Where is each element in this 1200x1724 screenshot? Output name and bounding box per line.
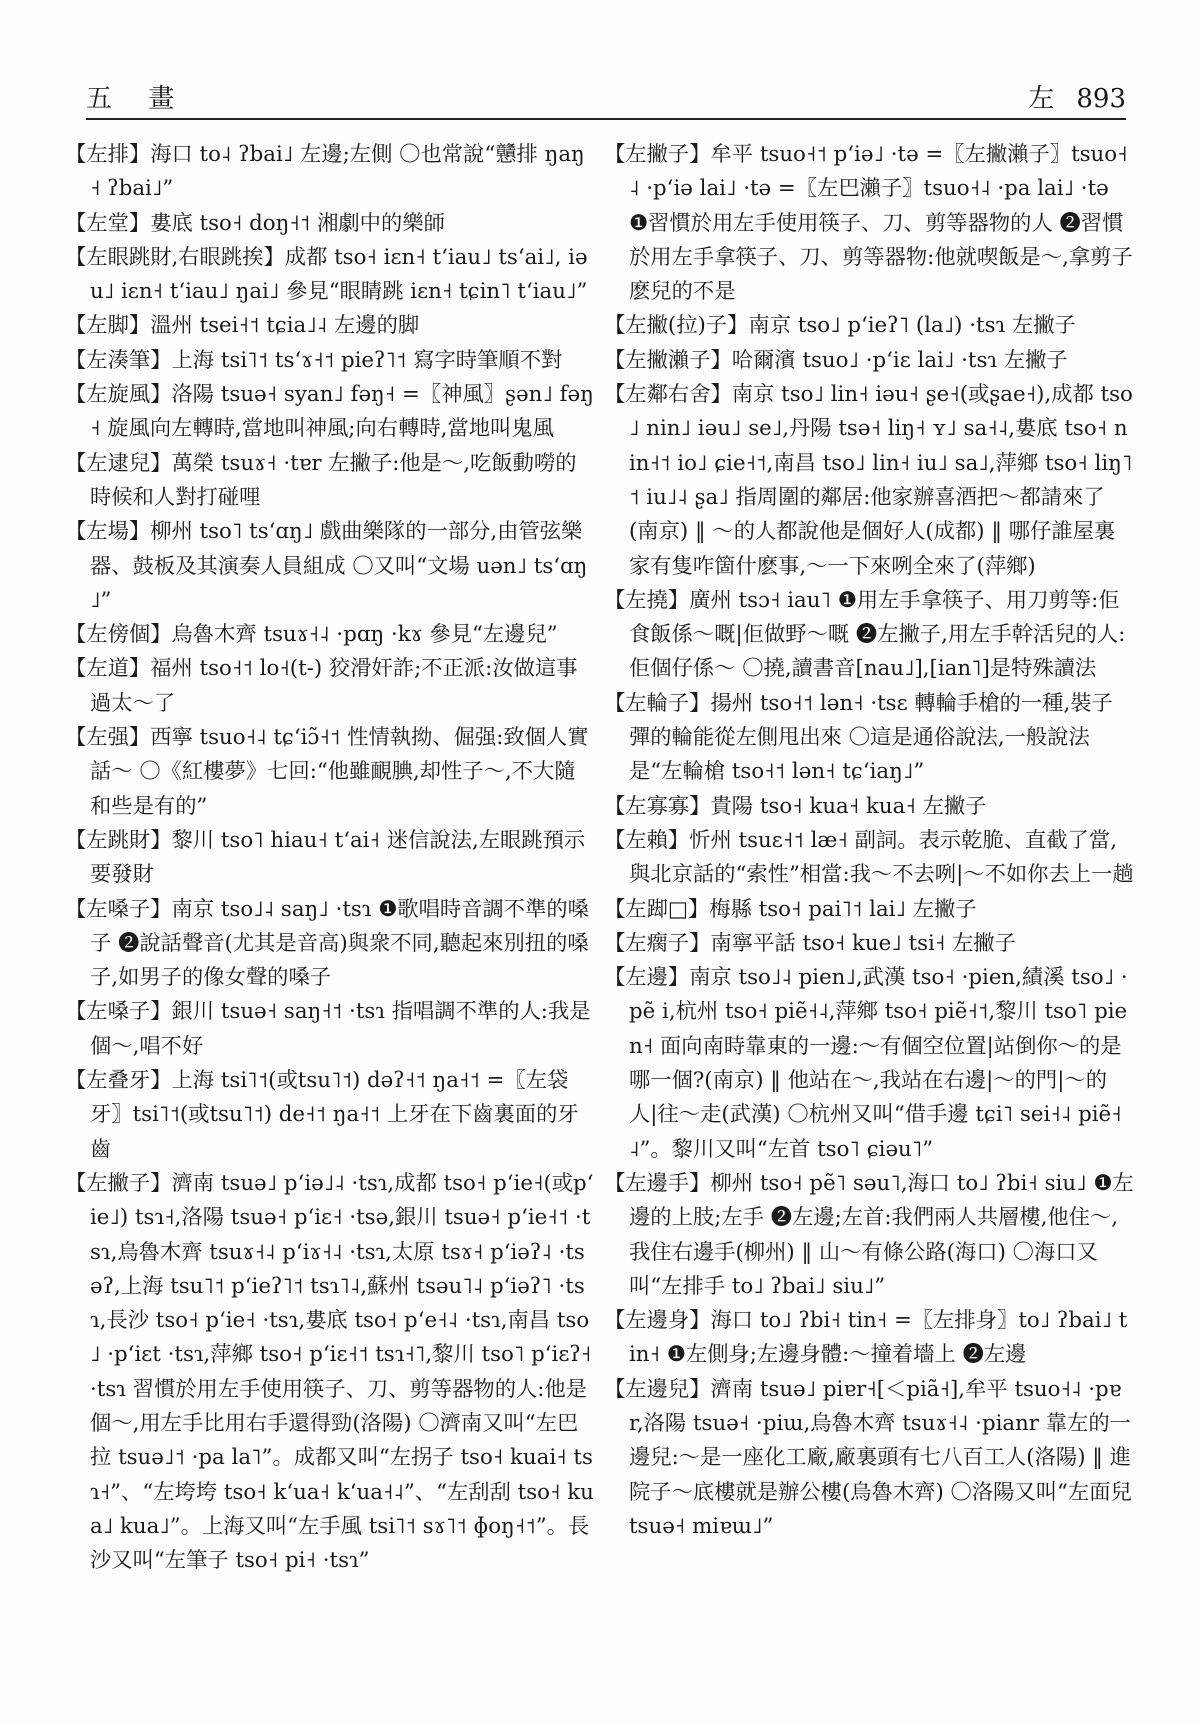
dictionary-entry: 【左鄰右舍】南京 tso˩ lin˧ iəu˧ ʂe˧(或ʂae˧),成都 tso˩ nin˩ iəu˩ se˩,丹陽 tsə˧ liŋ˧ ʏ˩ sa˧˨,婁底 tso˧ nin˧˦ io˩ ɕie˧˦,南昌 tso˩ lin˧ iu˩ sa˩,萍鄉 tso˧ liŋ˥˦ iu˩˨ ʂa˩ 指周圍的鄰居:他家辦喜酒把～都請來了(南京) ‖ ～的人都說他是個好人(成都) ‖ 哪仔誰屋裏家有隻咋箇什麽事,～一下來咧全來了(萍鄉) [604,382,1133,579]
page-header-right [1028,78,1126,115]
dictionary-entry: 【左寡寡】貴陽 tso˧ kua˧ kua˧ 左撇子 [604,793,987,819]
dictionary-entry: 【左瘸子】南寧平話 tso˧ kue˩ tsi˧ 左撇子 [604,930,1016,956]
header-rule [86,118,1126,120]
dictionary-entry: 【左跳財】黎川 tso˥ hiau˧ tʻai˧ 迷信說法,左眼跳預示要發財 [65,827,586,888]
dictionary-entry: 【左逮兒】萬榮 tsuɤ˧ ·tɐr 左撇子:他是～,吃飯動嘮的時候和人對打碰哩 [65,450,577,510]
dictionary-entry: 【左踋□】梅縣 tso˧ pai˥˦ lai˩ 左撇子 [604,896,977,922]
page-number: 893 [1076,84,1126,114]
dictionary-entry: 【左强】西寧 tsuo˧˨ tɕʻiɔ̃˧˦ 性情執拗、倔强:致個人實話～ 〇《紅樓夢》七回:“他雖靦腆,却性子～,不大隨和些是有的” [65,725,589,819]
dictionary-entry: 【左傍個】烏魯木齊 tsuɤ˧˨ ·pɑŋ ·kɤ 參見“左邊兒” [65,622,558,648]
dictionary-entry: 【左撇(拉)子】南京 tso˩ pʻieʔ˥ (la˩) ·tsɿ 左撇子 [604,313,1076,339]
dictionary-entry: 【左道】福州 tso˧˦ lo˧(t-) 狡滑奸詐;不正派:汝做這事過太～了 [65,656,578,716]
dictionary-entry: 【左邊兒】濟南 tsuə˩ piɐr˧[＜piã˧],牟平 tsuo˧˨ ·pɐr,洛陽 tsuə˧ ·piɯ,烏魯木齊 tsuɤ˧˨ ·pianr 靠左的一邊兒:～是一座化工廠,廠裏頭有七八百工人(洛陽) ‖ 進院子～底樓就是辦公樓(烏魯木齊) 〇洛陽又叫“左面兒 tsuə˧ miɐɯ˩” [604,1376,1132,1539]
dictionary-entry: 【左撇瀨子】哈爾濱 tsuo˩ ·pʻiɛ lai˩ ·tsɿ 左撇子 [604,347,1068,373]
dictionary-entry: 【左嗓子】銀川 tsuə˧ saŋ˧˦ ·tsɿ 指唱調不準的人:我是個～,唱不好 [65,999,591,1059]
dictionary-entry: 【左眼跳財,右眼跳挨】成都 tso˧ iɛn˧ tʻiau˩ tsʻai˩, iəu˩ iɛn˧ tʻiau˩ ŋai˩ 參見“眼睛跳 iɛn˧ tɕin˥ tʻiau˩” [65,244,588,305]
dictionary-entry: 【左湊筆】上海 tsi˥˦ tsʻɤ˧˦ pieʔ˥˦ 寫字時筆順不對 [65,347,563,373]
dictionary-entry: 【左邊手】柳州 tso˧ pẽ˥ səu˥,海口 to˩ ʔbi˧ siu˩ ❶左邊的上肢;左手 ❷左邊;左首:我們兩人共層樓,他住～,我住右邊手(柳州) ‖ 山～有條公路(海口) 〇海口又叫“左排手 to˩ ʔbai˩ siu˩” [604,1170,1134,1299]
dictionary-entry: 【左旋風】洛陽 tsuə˧ syan˩ fəŋ˧ =〖神風〗ʂən˩ fəŋ˧ 旋風向左轉時,當地叫神風;向右轉時,當地叫鬼風 [65,382,594,442]
right-column [604,138,1134,1698]
dictionary-entry: 【左賴】忻州 tsuɛ˧˦ læ˧ 副詞。表示乾脆、直截了當,與北京話的“索性”相當:我～不去咧|～不如你去上一趟 [604,827,1134,888]
dictionary-entry: 【左撓】廣州 tsɔ˧ iau˥ ❶用左手拿筷子、用刀剪等:佢食飯係～嘅|佢做野～嘅 ❷左撇子,用左手幹活兒的人:佢個仔係～ 〇撓,讀書音[nau˩],[ian˥]是特殊讀法 [604,587,1126,682]
dictionary-entry: 【左輪子】揚州 tso˧˦ lən˧ ·tsɛ 轉輪手槍的一種,裝子彈的輪能從左側甩出來 〇這是通俗說法,一般說法是“左輪槍 tso˧˦ lən˧ tɕʻiaŋ˩” [604,690,1113,785]
dictionary-entry: 【左嗓子】南京 tso˩˨ saŋ˩ ·tsɿ ❶歌唱時音調不準的嗓子 ❷說話聲音(尤其是音高)與衆不同,聽起來別扭的嗓子,如男子的像女聲的嗓子 [65,896,589,991]
left-column [65,138,595,1698]
dictionary-entry: 【左撇子】牟平 tsuo˧˦ pʻiə˩ ·tə =〖左撇瀨子〗tsuo˧˨ ·pʻiə lai˩ ·tə =〖左巴瀨子〗tsuo˧˨ ·pa lai˩ ·tə ❶習慣於用左手使用筷子、刀、剪等器物的人 ❷習慣於用左手拿筷子、刀、剪等器物:他就喫飯是～,拿剪子麽兒的不是 [604,142,1133,305]
dictionary-entry: 【左撇子】濟南 tsuə˩ pʻiə˩˨ ·tsɿ,成都 tso˧ pʻie˧(或pʻie˩) tsɿ˧,洛陽 tsuə˧ pʻiɛ˧ ·tsə,銀川 tsuə˧ pʻie˧˦ ·tsɿ,烏魯木齊 tsuɤ˧˨ pʻiɤ˧˨ ·tsɿ,太原 tsɤ˧ pʻiəʔ˨ ·tsəʔ,上海 tsu˥˦ pʻieʔ˥˦ tsɿ˥˨,蘇州 tsəu˥˨ pʻiəʔ˥ ·tsɿ,長沙 tso˧ pʻie˧ ·tsɿ,婁底 tso˧ pʻe˧˨ ·tsɿ,南昌 tso˩ ·pʻiɛt ·tsɿ,萍鄉 tso˧ pʻiɛ˧˦ tsɿ˧˥,黎川 tso˥ pʻiɛʔ˧ ·tsɿ 習慣於用左手使用筷子、刀、剪等器物的人:他是個～,用左手比用右手還得勁(洛陽) 〇濟南又叫“左巴拉 tsuə˩˦ ·pa la˥”。成都又叫“左拐子 tso˧ kuai˧ tsɿ˧”、“左垮垮 tso˧ kʻua˧ kʻua˧˨”、“左刮刮 tso˧ kua˩ kua˩”。上海又叫“左手風 tsi˥˦ sɤ˥˦ ɸoŋ˧˦”。長沙又叫“左筆子 tso˧ pi˧ ·tsɿ” [65,1170,594,1574]
dictionary-entry: 【左脚】溫州 tsei˧˦ tɕia˩˨ 左邊的脚 [65,313,420,339]
head-character: 左 [1028,84,1055,114]
dictionary-entry: 【左場】柳州 tso˥ tsʻɑŋ˩ 戲曲樂隊的一部分,由管弦樂器、鼓板及其演奏人員組成 〇又叫“文場 uən˩ tsʻɑŋ˩” [65,519,588,613]
dictionary-entry: 【左邊】南京 tso˩˨ pien˩,武漢 tso˧ ·pien,績溪 tso˩ ·pẽ i,杭州 tso˧ piẽ˧˨,萍鄉 tso˧ piẽ˧˦,黎川 tso˥ pien˧ 面向南時靠東的一邊:～有個空位置|站倒你～的是哪一個?(南京) ‖ 他站在～,我站在右邊|～的門|～的人|往～走(武漢) 〇杭州又叫“借手邊 tɕi˥ sei˧˨ piẽ˧˨”。黎川又叫“左首 tso˥ ɕiəu˥” [604,965,1128,1162]
section-header: 五 畫 [86,84,189,114]
dictionary-entry: 【左堂】婁底 tso˧ doŋ˧˦ 湘劇中的樂師 [65,210,445,236]
dictionary-entry: 【左叠牙】上海 tsi˥˦(或tsu˥˦) dəʔ˧˦ ŋa˧˦ =〖左袋牙〗tsi˥˦(或tsu˥˦) de˧˦ ŋa˧˦ 上牙在下齒裏面的牙齒 [65,1068,579,1162]
dictionary-entry: 【左排】海口 to˨ ʔbai˩ 左邊;左側 〇也常說“戇排 ŋaŋ˧ ʔbai˩” [65,142,585,202]
dictionary-entry: 【左邊身】海口 to˩ ʔbi˧ tin˧ =〖左排身〗to˩ ʔbai˩ tin˧ ❶左側身;左邊身體:～撞着墻上 ❷左邊 [604,1308,1128,1368]
